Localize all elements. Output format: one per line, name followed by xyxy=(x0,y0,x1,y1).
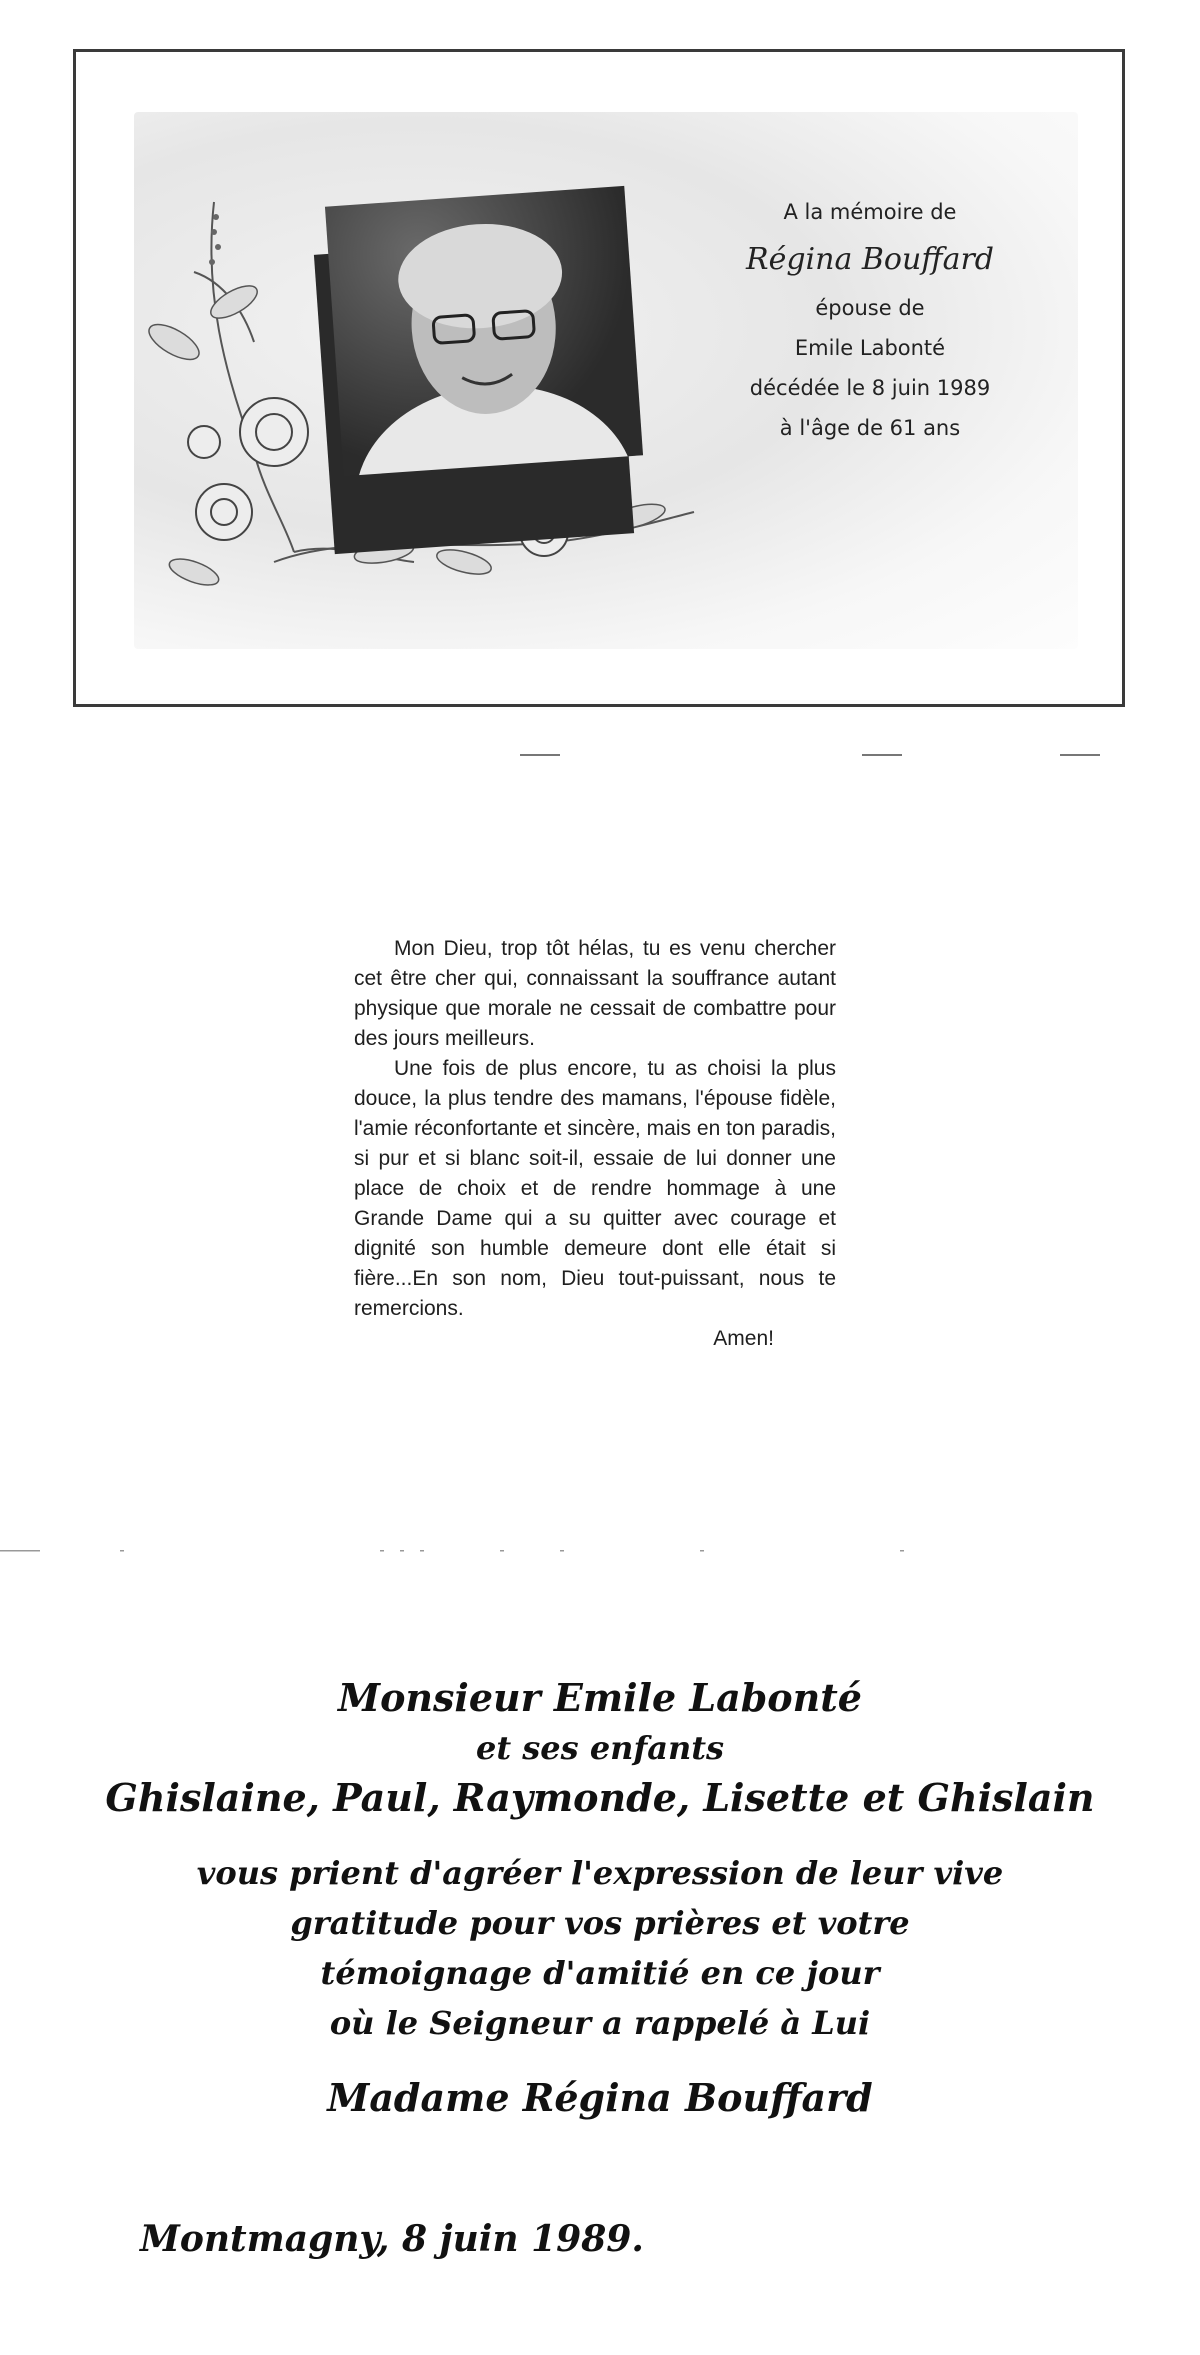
message-line: vous prient d'agréer l'expression de leur vive xyxy=(196,1854,1004,1892)
message-line: gratitude pour vos prières et votre xyxy=(290,1904,910,1942)
children-names: Ghislaine, Paul, Raymonde, Lisette et Ghislain xyxy=(105,1775,1095,1820)
children-intro: et ses enfants xyxy=(476,1729,724,1767)
cut-mark xyxy=(520,754,560,756)
portrait-photo xyxy=(325,186,643,476)
prayer-text xyxy=(354,934,836,1354)
cut-mark xyxy=(1060,754,1100,756)
scan-specks xyxy=(0,1540,1200,1560)
portrait-illustration xyxy=(325,186,643,476)
spouse-name: Emile Labonté xyxy=(794,336,946,360)
message-line: où le Seigneur a rappelé à Lui xyxy=(329,2004,871,2042)
prayer-amen: Amen! xyxy=(713,1327,774,1350)
card-inscription xyxy=(680,192,1060,448)
cut-mark xyxy=(862,754,902,756)
prayer-paragraph: Une fois de plus encore, tu as choisi la plus douce, la plus tendre des mamans, l'épouse fidèle, l'amie réconfortante et sincère, mais en ton paradis, si pur et si blanc soit-il, essaie de lui donner une place de choix et de rendre hommage à une Grande Dame qui a su quitter avec courage et dignité son humble demeure dont elle était si fière...En son nom, Dieu tout-puissant, nous te remercions. xyxy=(354,1057,836,1320)
prayer-paragraph: Mon Dieu, trop tôt hélas, tu es venu chercher cet être cher qui, connaissant la souffrance autant physique que morale ne cessait de combattre pour des jours meilleurs. xyxy=(354,937,836,1050)
memory-line: A la mémoire de xyxy=(783,200,957,224)
deceased-full-name: Madame Régina Bouffard xyxy=(327,2075,873,2120)
death-date: décédée le 8 juin 1989 xyxy=(749,376,991,400)
husband-name: Monsieur Emile Labonté xyxy=(338,1675,862,1720)
deceased-name: Régina Bouffard xyxy=(746,242,994,277)
age-line: à l'âge de 61 ans xyxy=(779,416,961,440)
thank-you-message xyxy=(0,1670,1200,2128)
message-line: témoignage d'amitié en ce jour xyxy=(320,1954,880,1992)
place-date: Montmagny, 8 juin 1989. xyxy=(140,2218,644,2260)
spouse-intro: épouse de xyxy=(815,296,925,320)
